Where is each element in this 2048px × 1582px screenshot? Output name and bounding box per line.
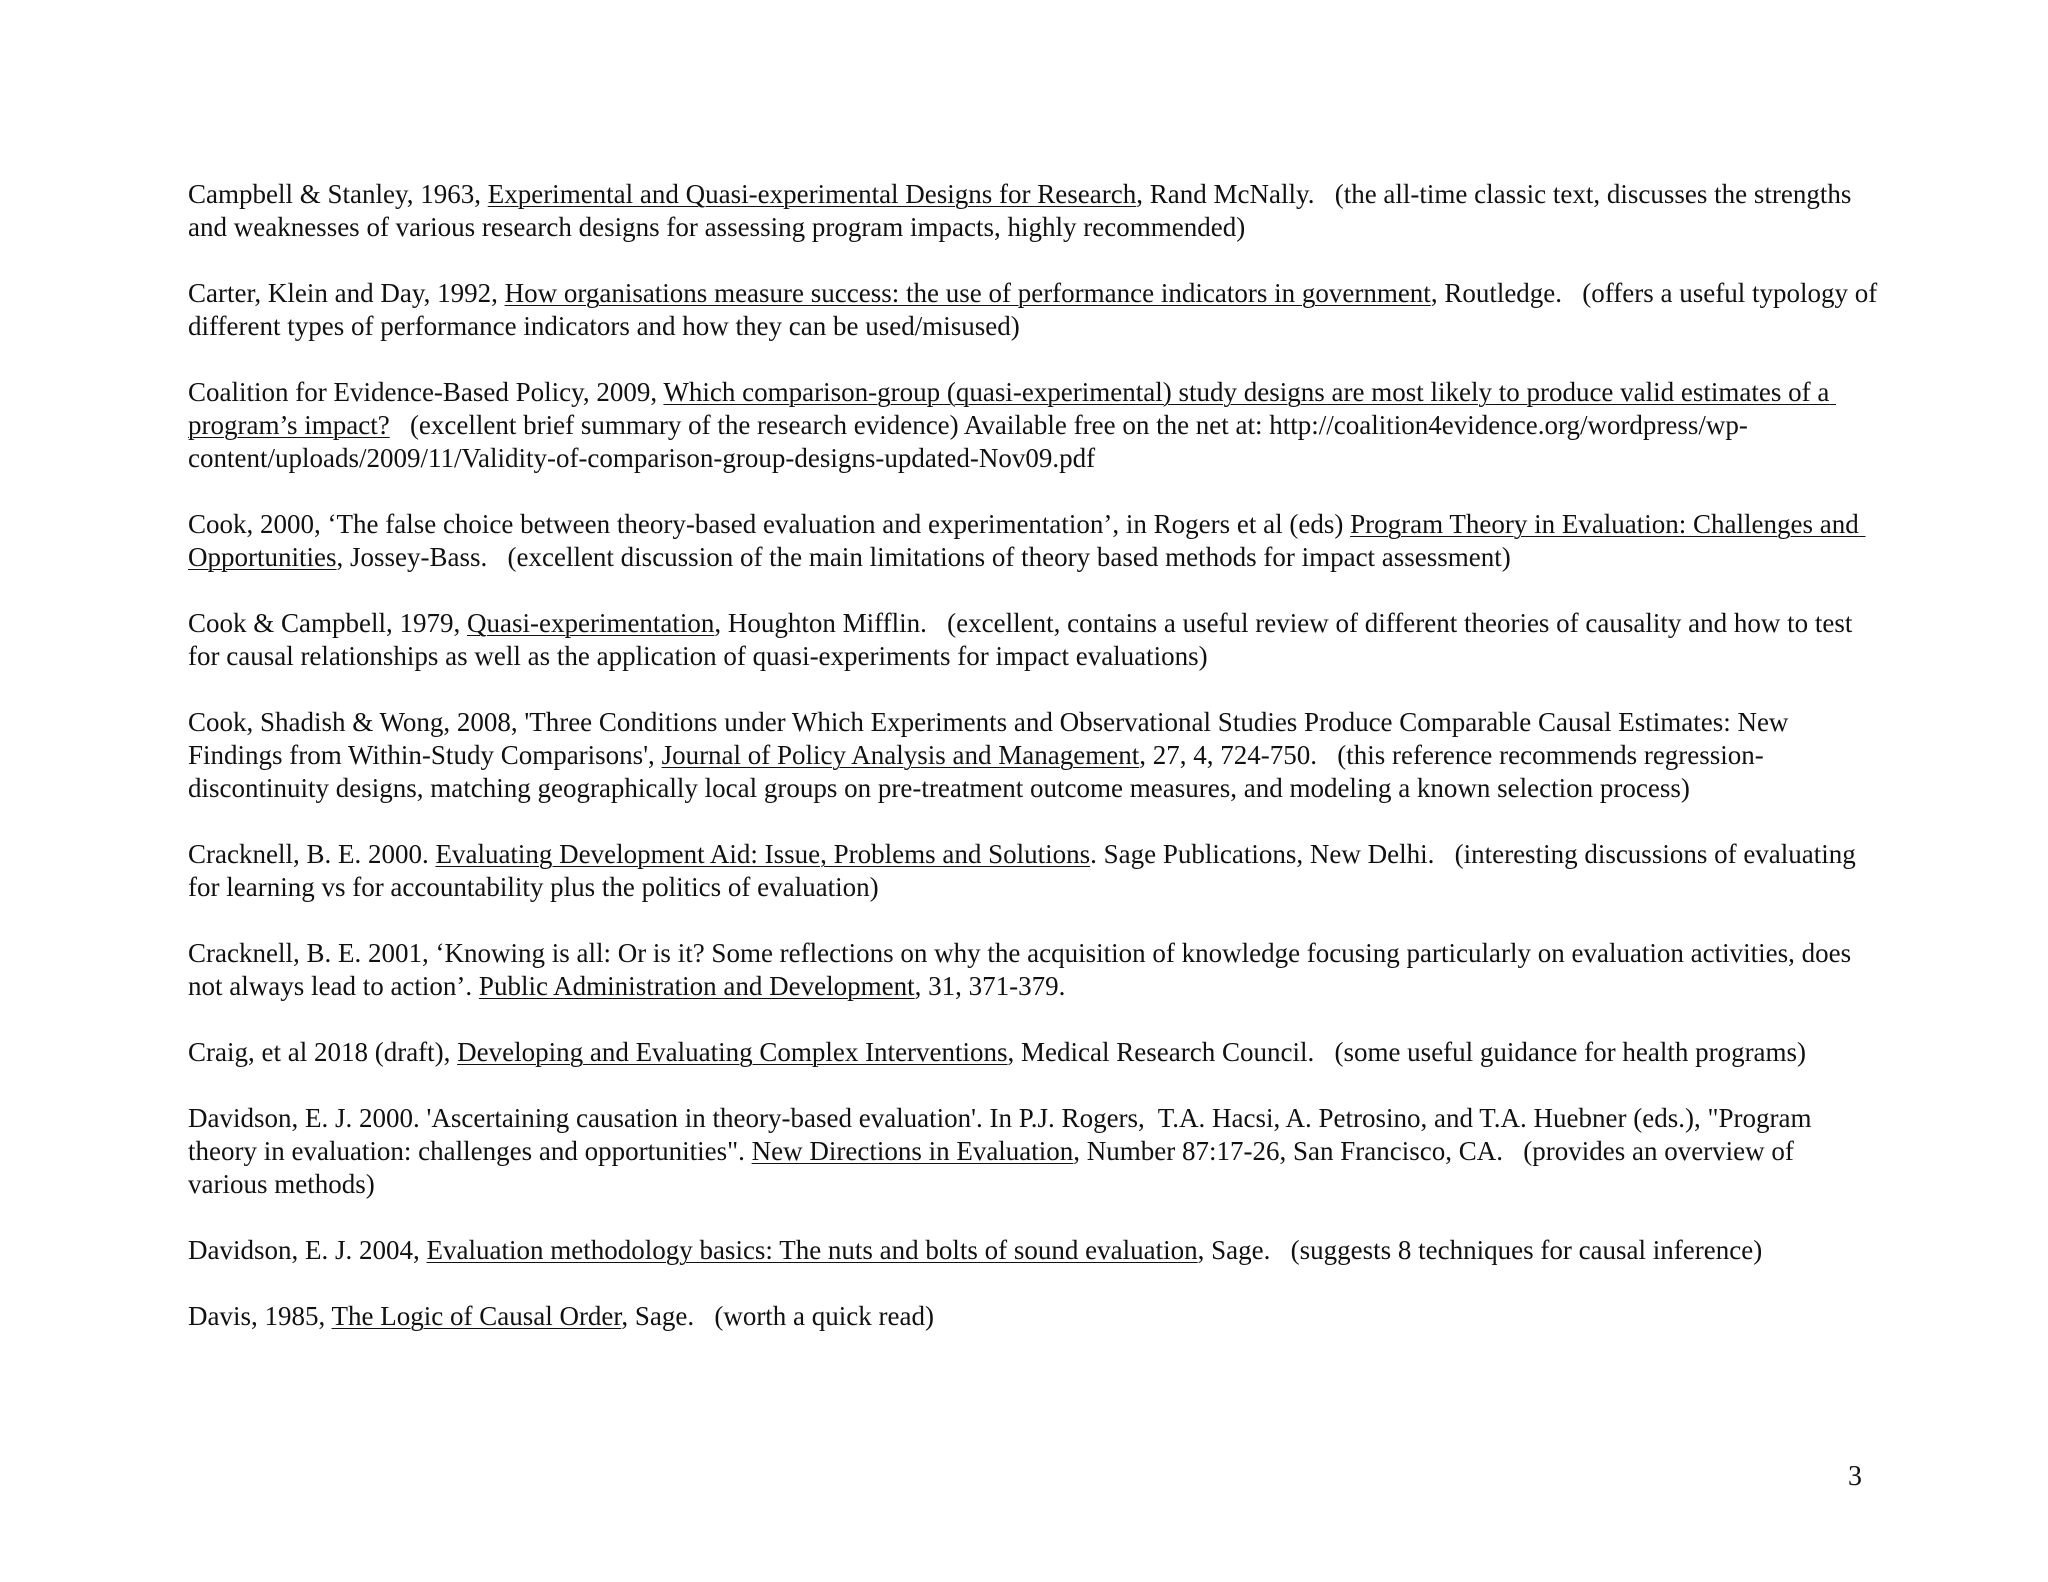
reference-text: , Medical Research Council. (some useful guidance for health programs) [1007,1037,1807,1067]
reference-text: Carter, Klein and Day, 1992, [188,278,505,308]
reference-text: Davidson, E. J. 2004, [188,1235,427,1265]
reference-text: Coalition for Evidence-Based Policy, 2009, [188,377,664,407]
reference-title: Evaluating Development Aid: Issue, Problems and Solutions [435,839,1091,869]
reference-text: , Rand McNally. (the all-time classic text, discusses the strengths and weaknesses of various research designs for assessing program impacts, highly recommended) [188,179,1859,242]
reference-title: How organisations measure success: the use of performance indicators in government [504,278,1431,308]
reference-entry [188,1036,1878,1069]
reference-title: Journal of Policy Analysis and Management [661,740,1140,770]
reference-text: , Sage. (worth a quick read) [621,1301,934,1331]
reference-text: , Jossey-Bass. (excellent discussion of the main limitations of theory based methods for impact assessment) [336,542,1511,572]
reference-title: Developing and Evaluating Complex Interventions [457,1037,1008,1067]
reference-title: Evaluation methodology basics: The nuts and bolts of sound evaluation [426,1235,1198,1265]
reference-title: The Logic of Causal Order [331,1301,622,1331]
reference-title: Quasi-experimentation [467,608,715,638]
reference-title: Experimental and Quasi-experimental Designs for Research [487,179,1137,209]
reference-entry [188,607,1878,673]
reference-entry [188,376,1878,475]
reference-text: Campbell & Stanley, 1963, [188,179,488,209]
reference-text: Cook, Shadish & Wong, 2008, 'Three Conditions under Which Experiments and Observational Studies Produce Comparable Causal Estimates: New Findings from Within-Study Comparisons', [188,707,1796,770]
reference-title: Program Theory in Evaluation: Challenges and Opportunities [188,509,1866,572]
reference-text: , Houghton Mifflin. (excellent, contains a useful review of different theories of causality and how to test for causal relationships as well as the application of quasi-experiments for impact evaluations) [188,608,1860,671]
reference-entry [188,178,1878,244]
reference-entry [188,1300,1878,1333]
reference-text: Cook & Campbell, 1979, [188,608,467,638]
reference-text: , 27, 4, 724-750. (this reference recommends regression-discontinuity designs, matching geographically local groups on pre-treatment outcome measures, and modeling a known selection process) [188,740,1764,803]
reference-entry [188,1102,1878,1201]
reference-entry [188,508,1878,574]
reference-entry [188,1234,1878,1267]
reference-text: , Routledge. (offers a useful typology of different types of performance indicators and how they can be used/misused) [188,278,1884,341]
reference-text: Cracknell, B. E. 2001, ‘Knowing is all: Or is it? Some reflections on why the acquisition of knowledge focusing particularly on evaluation activities, does not always lead to action’. [188,938,1858,1001]
reference-text: (excellent brief summary of the research evidence) Available free on the net at: http://coalition4evidence.org/wordpress/wp-content/uploads/2009/11/Validity-of-comparison-group-designs-updated-Nov09.pdf [188,410,1748,473]
reference-text: Craig, et al 2018 (draft), [188,1037,458,1067]
reference-title: Which comparison-group (quasi-experimental) study designs are most likely to produce valid estimates of a program’s impact? [188,377,1837,440]
reference-text: , Number 87:17-26, San Francisco, CA. (provides an overview of various methods) [188,1136,1801,1199]
reference-entry [188,937,1878,1003]
reference-list [188,178,1884,1366]
reference-entry [188,838,1878,904]
reference-text: Davidson, E. J. 2000. 'Ascertaining causation in theory-based evaluation'. In P.J. Rogers, T.A. Hacsi, A. Petrosino, and T.A. Huebner (eds.), "Program theory in evaluation: challenges and opportunities". [188,1103,1819,1166]
page-number: 3 [1848,1461,1862,1492]
reference-text: Cook, 2000, ‘The false choice between theory-based evaluation and experimentation’, in Rogers et al (eds) [188,509,1351,539]
reference-title: Public Administration and Development [478,971,915,1001]
reference-text: Davis, 1985, [188,1301,332,1331]
reference-entry [188,706,1878,805]
reference-text: Cracknell, B. E. 2000. [188,839,436,869]
reference-text: . Sage Publications, New Delhi. (interesting discussions of evaluating for learning vs for accountability plus the politics of evaluation) [188,839,1863,902]
reference-text: , 31, 371-379. [914,971,1066,1001]
reference-text: , Sage. (suggests 8 techniques for causal inference) [1197,1235,1763,1265]
reference-title: New Directions in Evaluation [751,1136,1074,1166]
reference-entry [188,277,1884,343]
